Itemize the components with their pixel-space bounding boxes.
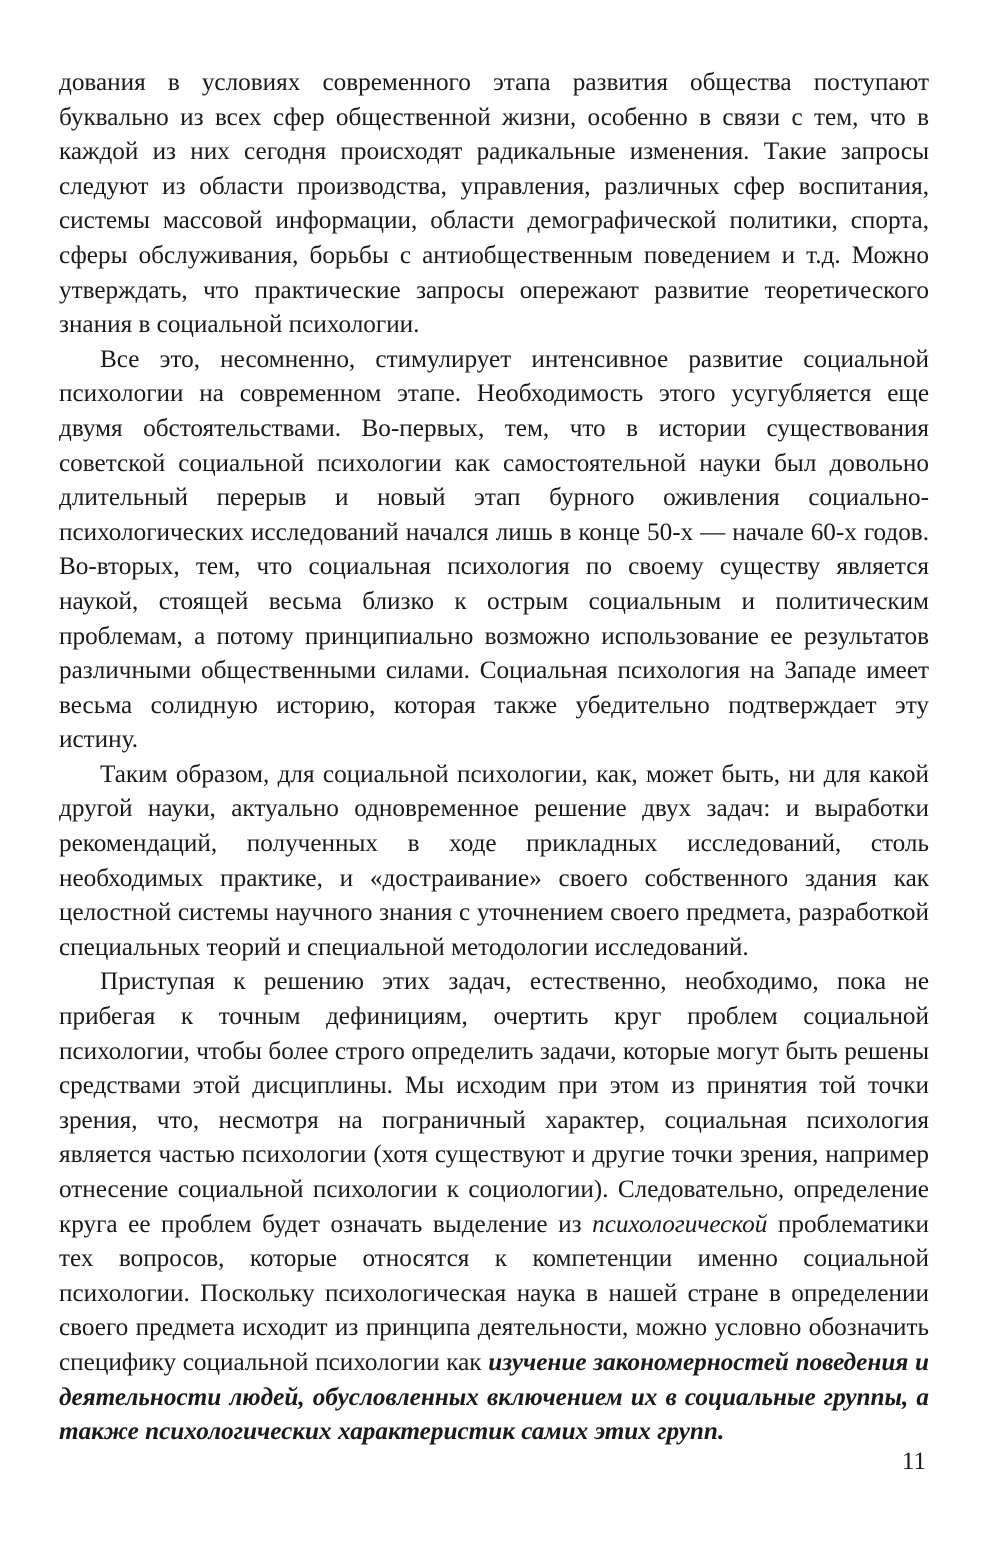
page-number: 11 bbox=[901, 1448, 926, 1475]
paragraph-2: Все это, несомненно, стимулирует интенсивное развитие социальной психологии на современном этапе. Необходимость этого усугубляется еще двумя обстоятельствами. Во-первых, тем, что в истории существования советской социальной психологии как самостоятельной науки был довольно длительный перерыв и новый этап бурного оживления социально-психологических исследований начался лишь в конце 50-х — начале 60-х годов. Во-вторых, тем, что социальная психология по своему существу является наукой, стоящей весьма близко к острым социальным и политическим проблемам, а потому принципиально возможно использование ее результатов различными общественными силами. Социальная психология на Западе имеет весьма солидную историю, которая также убедительно подтверждает эту истину. bbox=[59, 345, 929, 754]
paragraph-3: Таким образом, для социальной психологии, как, может быть, ни для какой другой науки, актуально одновременное решение двух задач: и выработки рекомендаций, полученных в ходе прикладных исследований, столь необходимых практике, и «достраивание» своего собственного здания как целостной системы научного знания с уточнением своего предмета, разработкой специальных теорий и специальной методологии исследований. bbox=[59, 760, 929, 961]
paragraph-4 bbox=[59, 965, 929, 1449]
paragraph-4-text-a: Приступая к решению этих задач, естественно, необходимо, пока не прибегая к точным дефинициям, очертить круг проблем социальной психологии, чтобы более строго определить задачи, которые могут быть решены средствами этой дисциплины. Мы исходим при этом из принятия той точки зрения, что, несмотря на пограничный характер, социальная психология является частью психологии (хотя существуют и другие точки зрения, например отнесение социальной психологии к социологии). Следовательно, определение круга ее проблем будет означать выделение из bbox=[59, 968, 929, 1238]
paragraph-1: дования в условиях современного этапа развития общества поступают буквально из всех сфер общественной жизни, особенно в связи с тем, что в каждой из них сегодня происходят радикальные изменения. Такие запросы следуют из области производства, управления, различных сфер воспитания, системы массовой информации, области демографической политики, спорта, сферы обслуживания, борьбы с антиобщественным поведением и т.д. Можно утверждать, что практические запросы опережают развитие теоретического знания в социальной психологии. bbox=[59, 69, 929, 339]
paragraph-4-definition: изучение закономерностей поведения и деятельности людей, обусловленных включением их в социальные группы, а также психологических характеристик самих этих групп. bbox=[59, 1348, 929, 1446]
body-text bbox=[59, 66, 929, 1450]
paragraph-4-text-b: проблематики тех вопросов, которые относятся к компетенции именно социальной психологии. Поскольку психологическая наука в нашей стране в определении своего предмета исходит из принципа деятельности, можно условно обозначить специфику социальной психологии как bbox=[59, 1210, 929, 1376]
paragraph-4-italic-term: психологической bbox=[592, 1210, 768, 1238]
